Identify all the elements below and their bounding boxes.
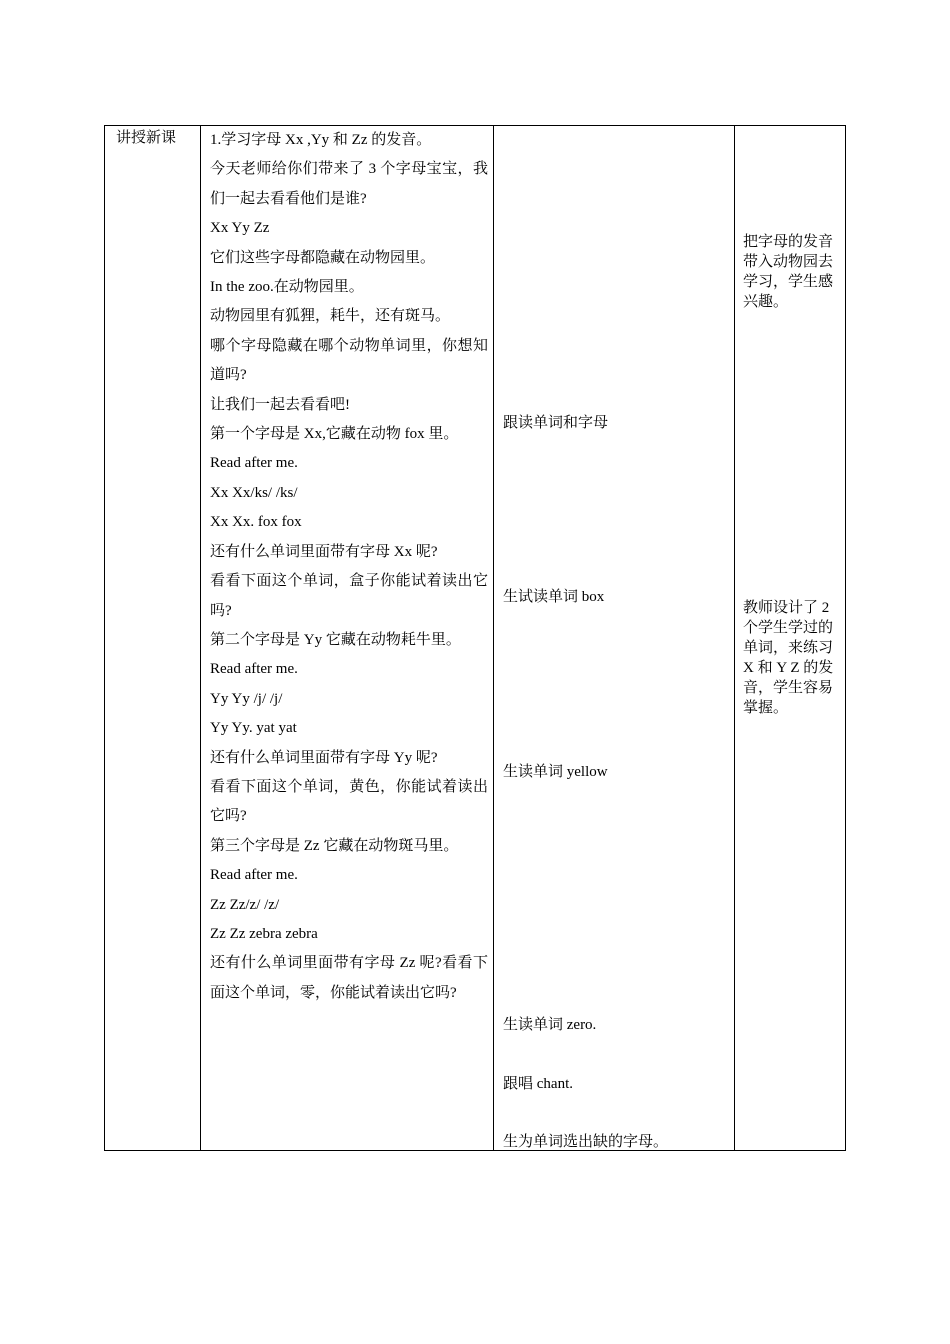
column-divider — [200, 126, 201, 1150]
procedure-line: In the zoo.在动物园里。 — [210, 279, 364, 296]
procedure-line: 今天老师给你们带来了 3 个字母宝宝，我们一起去看看他们是谁? — [210, 161, 488, 207]
procedure-line: Yy Yy /j/ /j/ — [210, 690, 283, 707]
column-divider — [734, 126, 735, 1150]
procedure-line: 动物园里有狐狸，耗牛，还有斑马。 — [210, 308, 451, 325]
student-activity: 生读单词 yellow — [503, 764, 608, 780]
procedure-line: 让我们一起去看看吧! — [210, 396, 350, 413]
procedure-line: 第三个字母是 Zz 它藏在动物斑马里。 — [210, 837, 459, 854]
student-activity: 生试读单词 box — [503, 589, 605, 605]
procedure-line: 还有什么单词里面带有字母 Yy 呢? — [210, 749, 438, 766]
procedure-line: Read after me. — [210, 455, 298, 472]
procedure-line: 哪个字母隐藏在哪个动物单词里，你想知道吗? — [210, 337, 488, 384]
procedure-line: Read after me. — [210, 867, 298, 884]
student-activity: 跟读单词和字母 — [503, 415, 609, 431]
procedure-line: 还有什么单词里面带有字母 Xx 呢? — [210, 543, 438, 560]
design-intent: 教师设计了 2 个学生学过的单词，来练习 X 和 Y Z 的发音，学生容易掌握。 — [743, 600, 834, 716]
procedure-line: 1.学习字母 Xx ,Yy 和 Zz 的发音。 — [210, 132, 432, 148]
procedure-line: 它们这些字母都隐藏在动物园里。 — [210, 249, 436, 266]
section-label: 讲授新课 — [116, 130, 177, 146]
procedure-line: 第一个字母是 Xx,它藏在动物 fox 里。 — [210, 426, 459, 443]
procedure-line: Xx Xx/ks/ /ks/ — [210, 484, 298, 501]
student-activity: 跟唱 chant. — [503, 1076, 573, 1092]
procedure-line: Xx Xx. fox fox — [210, 514, 302, 531]
procedure-line: 看看下面这个单词，黄色，你能试着读出它吗? — [210, 778, 488, 825]
procedure-line: Yy Yy. yat yat — [210, 720, 297, 737]
procedure-line: 第二个字母是 Yy 它藏在动物耗牛里。 — [210, 631, 461, 648]
lesson-table — [104, 125, 846, 1151]
column-divider — [493, 126, 494, 1150]
procedure-line: Zz Zz/z/ /z/ — [210, 896, 280, 913]
student-activity: 生为单词选出缺的字母。 — [503, 1134, 669, 1150]
student-activity: 生读单词 zero. — [503, 1017, 597, 1033]
procedure-line: Zz Zz zebra zebra — [210, 925, 318, 942]
teaching-procedure — [210, 126, 488, 1008]
procedure-line: Xx Yy Zz — [210, 220, 270, 237]
procedure-line: 看看下面这个单词，盒子你能试着读出它吗? — [210, 573, 488, 619]
design-intent: 把字母的发音带入动物园去学习，学生感兴趣。 — [743, 234, 834, 310]
procedure-line: 还有什么单词里面带有字母 Zz 呢?看看下面这个单词，零，你能试着读出它吗? — [210, 955, 488, 1001]
procedure-line: Read after me. — [210, 661, 298, 678]
